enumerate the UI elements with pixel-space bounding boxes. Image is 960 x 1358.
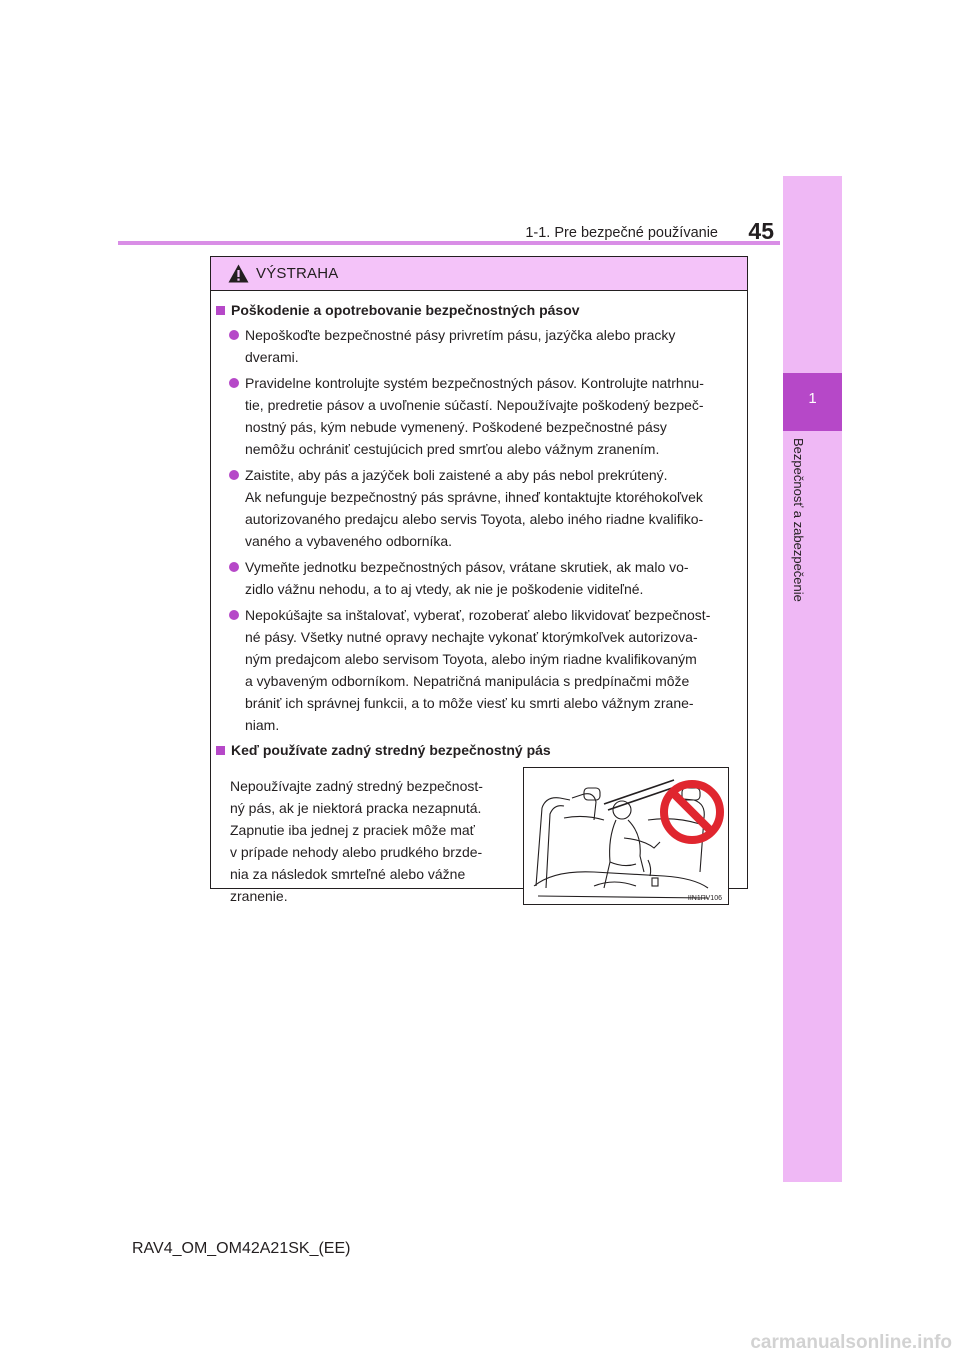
image-code: IIN1RV106 xyxy=(687,895,722,902)
text-line: dverami. xyxy=(245,349,299,365)
warning-title: VÝSTRAHA xyxy=(256,265,339,282)
prohibition-slash xyxy=(673,793,711,831)
text-line: brániť ich správnej funkcii, a to môže viesť ku smrti alebo vážnym zrane- xyxy=(245,695,694,711)
text-line: zranenie. xyxy=(230,888,288,904)
list-item xyxy=(216,372,741,460)
page-number: 45 xyxy=(748,218,774,244)
rear-belt-text xyxy=(230,775,506,907)
chapter-number: 1 xyxy=(808,390,817,407)
section-heading-text: Keď používate zadný stredný bezpečnostný pás xyxy=(231,742,551,758)
text-line: Vymeňte jednotku bezpečnostných pásov, vrátane skrutiek, ak malo vo- xyxy=(245,559,689,575)
warning-body xyxy=(211,291,747,907)
text-line: nostný pás, kým nebude vymenený. Poškodené bezpečnostné pásy xyxy=(245,419,667,435)
watermark: carmanualsonline.info xyxy=(750,1332,952,1353)
bullet-dot-icon xyxy=(229,610,239,620)
section-heading-text: Poškodenie a opotrebovanie bezpečnostných pásov xyxy=(231,302,580,318)
text-line: autorizovaného predajcu alebo servis Toyota, alebo iného riadne kvalifiko- xyxy=(245,511,704,527)
bullet-dot-icon xyxy=(229,470,239,480)
document-code: RAV4_OM_OM42A21SK_(EE) xyxy=(132,1240,351,1257)
bullet-dot-icon xyxy=(229,562,239,572)
text-line: Zaistite, aby pás a jazýček boli zaistené a aby pás nebol prekrútený. xyxy=(245,467,668,483)
text-line: vaného a vybaveného odborníka. xyxy=(245,533,453,549)
text-line: Nepoužívajte zadný stredný bezpečnost- xyxy=(230,778,483,794)
text-line: Nepokúšajte sa inštalovať, vyberať, rozoberať alebo likvidovať bezpečnost- xyxy=(245,607,711,623)
list-item xyxy=(216,324,741,368)
list-item xyxy=(216,604,741,736)
text-line: nia za následok smrteľné alebo vážne xyxy=(230,866,466,882)
section-heading xyxy=(216,300,741,321)
rear-belt-section xyxy=(216,767,741,907)
text-line: a vybaveným odborníkom. Nepatričná manipulácia s predpínačmi môže xyxy=(245,673,690,689)
seat-drawing xyxy=(524,768,728,904)
warning-triangle-icon xyxy=(228,264,249,283)
text-line: nemôžu ochrániť cestujúcich pred smrťou alebo vážnym zranením. xyxy=(245,441,660,457)
chapter-side-tab[interactable] xyxy=(783,176,842,1182)
list-item xyxy=(216,556,741,600)
text-line: zidlo vážnu nehodu, a to aj vtedy, ak nie je poškodenie viditeľné. xyxy=(245,581,644,597)
rear-seatbelt-illustration xyxy=(523,767,729,905)
text-line: niam. xyxy=(245,717,280,733)
text-line: ný pás, ak je niektorá pracka nezapnutá. xyxy=(230,800,482,816)
warning-header xyxy=(211,257,747,291)
list-item xyxy=(216,464,741,552)
text-line: Nepoškoďte bezpečnostné pásy privretím pásu, jazýčka alebo pracky xyxy=(245,327,676,343)
square-bullet-icon xyxy=(216,306,225,315)
text-line: v prípade nehody alebo prudkého brzde- xyxy=(230,844,483,860)
square-bullet-icon xyxy=(216,746,225,755)
chapter-title: Bezpečnosť a zabezpečenie xyxy=(791,438,806,602)
text-line: Pravidelne kontrolujte systém bezpečnostných pásov. Kontrolujte natrhnu- xyxy=(245,375,704,391)
bullet-dot-icon xyxy=(229,330,239,340)
text-line: Ak nefunguje bezpečnostný pás správne, ihneď kontaktujte ktoréhokoľvek xyxy=(245,489,703,505)
bullet-dot-icon xyxy=(229,378,239,388)
text-line: ným predajcom alebo servisom Toyota, alebo iným riadne kvalifikovaným xyxy=(245,651,697,667)
section-title: 1-1. Pre bezpečné používanie xyxy=(525,225,718,241)
text-line: né pásy. Všetky nutné opravy nechajte vykonať ktorýmkoľvek autorizova- xyxy=(245,629,698,645)
text-line: tie, predretie pásov a uvoľnenie súčastí. Nepoužívajte poškodený bezpeč- xyxy=(245,397,704,413)
header-rule xyxy=(118,241,780,245)
section-heading xyxy=(216,740,741,761)
warning-box xyxy=(210,256,748,904)
text-line: Zapnutie iba jednej z praciek môže mať xyxy=(230,822,475,838)
